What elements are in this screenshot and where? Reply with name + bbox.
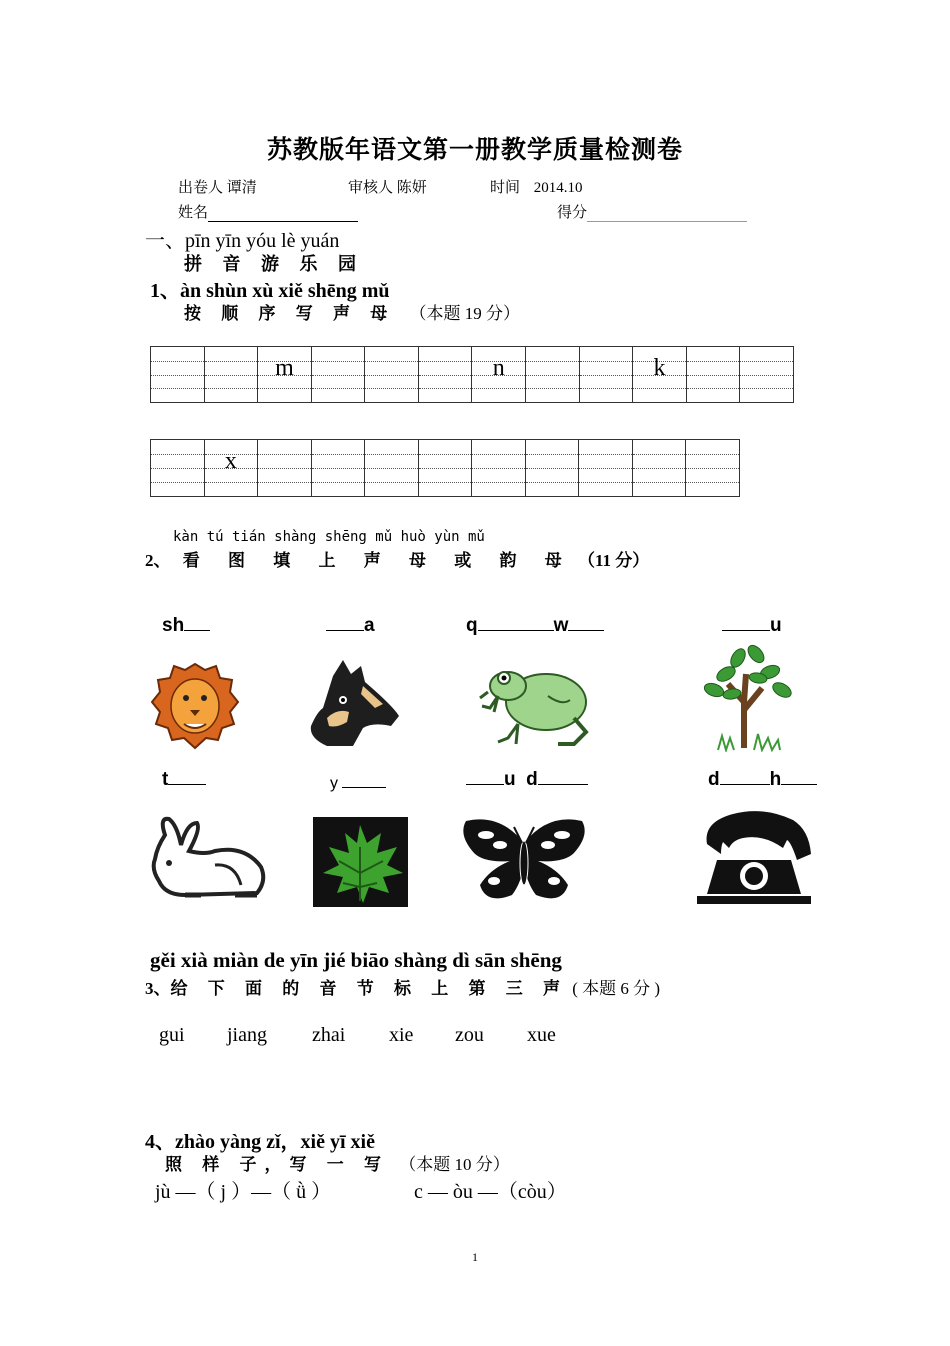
guide-line: [740, 375, 793, 376]
q3-points: ( 本题 6 分 ): [572, 979, 661, 998]
q4-subheading: [165, 1150, 510, 1175]
guide-line: [258, 468, 311, 469]
fill-frog-blank2[interactable]: [568, 614, 604, 631]
guide-line: [205, 375, 258, 376]
time-line: [490, 176, 583, 197]
fill-butterfly-mid: u d: [504, 769, 538, 790]
frog-picture: [478, 656, 593, 751]
q4-pinyin: zhào yàng zǐ，xiě yī xiě: [175, 1131, 375, 1153]
fill-lion[interactable]: [162, 614, 210, 637]
grid-row2-letter: x: [224, 448, 237, 474]
fill-frog-mid: w: [553, 615, 569, 636]
guide-line: [258, 454, 311, 455]
grid-row1-cell[interactable]: [633, 347, 687, 402]
fill-telephone-blank2[interactable]: [781, 768, 817, 785]
grid-row1-cell[interactable]: [526, 347, 580, 402]
score-label: 得分: [557, 205, 588, 221]
guide-line: [526, 482, 579, 483]
grid-row2-cell[interactable]: [419, 440, 473, 496]
q2-number: 2、: [145, 551, 171, 570]
grid-row1-letter: n: [492, 355, 505, 381]
section1-hanzi: 拼 音 游 乐 园: [184, 254, 364, 274]
time-value: 2014.10: [533, 180, 583, 196]
syllable-6[interactable]: xue: [527, 1024, 556, 1046]
fill-rabbit-pre: t: [162, 769, 169, 790]
time-label: 时间: [490, 180, 521, 196]
syllable-3[interactable]: zhai: [312, 1024, 346, 1046]
guide-line: [472, 388, 525, 389]
fill-telephone-pre: d: [708, 769, 720, 790]
guide-line: [633, 482, 686, 483]
score-field[interactable]: [557, 201, 747, 222]
guide-line: [580, 388, 633, 389]
syllable-1[interactable]: gui: [159, 1024, 185, 1046]
section1-pinyin: pīn yīn yóu lè yuán: [185, 230, 340, 252]
writing-grid-row1[interactable]: [150, 346, 794, 403]
author-line: [178, 176, 257, 197]
guide-line: [740, 361, 793, 362]
q4-example1: jù —（ j ）—（ ǜ ）: [155, 1181, 332, 1203]
guide-line: [258, 388, 311, 389]
grid-row2-cell[interactable]: [633, 440, 687, 496]
guide-line: [151, 454, 204, 455]
guide-line: [580, 361, 633, 362]
guide-line: [633, 468, 686, 469]
q4-number: 4、: [145, 1131, 175, 1153]
q1-number: 1、: [150, 280, 180, 302]
rabbit-picture: [145, 815, 270, 905]
guide-line: [312, 375, 365, 376]
guide-line: [419, 375, 472, 376]
guide-line: [472, 482, 525, 483]
guide-line: [365, 375, 418, 376]
guide-line: [633, 388, 686, 389]
fill-lion-pre: sh: [162, 615, 185, 636]
tree-picture: [698, 640, 798, 752]
section1-heading: [145, 224, 339, 253]
guide-line: [365, 361, 418, 362]
guide-line: [472, 468, 525, 469]
fill-frog-pre: q: [466, 615, 478, 636]
grid-row2-cell[interactable]: [686, 440, 739, 496]
q1-pinyin: àn shùn xù xiě shēng mǔ: [180, 280, 390, 302]
fill-tree[interactable]: [722, 614, 782, 637]
guide-line: [579, 482, 632, 483]
guide-line: [687, 388, 740, 389]
fill-leaf-blank[interactable]: [342, 771, 386, 788]
guide-line: [686, 482, 739, 483]
guide-line: [633, 454, 686, 455]
guide-line: [312, 482, 365, 483]
page-title: 苏教版年语文第一册教学质量检测卷: [266, 137, 683, 164]
grid-row2-cell[interactable]: [205, 440, 259, 496]
q3-pinyin: gěi xià miàn de yīn jié biāo shàng dì sān shēng: [150, 948, 562, 972]
guide-line: [365, 388, 418, 389]
guide-line: [419, 361, 472, 362]
grid-row1-letter: k: [653, 355, 666, 381]
guide-line: [419, 468, 472, 469]
guide-line: [151, 375, 204, 376]
grid-row1-cell[interactable]: [205, 347, 259, 402]
grid-row1-cell[interactable]: [419, 347, 473, 402]
q3-heading: [145, 974, 660, 999]
guide-line: [686, 468, 739, 469]
fill-leaf-pre: y: [330, 775, 338, 792]
q3-syllables: [159, 1024, 556, 1047]
lion-picture: [150, 660, 240, 750]
guide-line: [205, 388, 258, 389]
grid-row1-cell[interactable]: [258, 347, 312, 402]
reviewer-label: 审核人: [348, 180, 394, 196]
fill-butterfly-blank2[interactable]: [538, 768, 588, 785]
syllable-4[interactable]: xie: [389, 1024, 414, 1046]
guide-line: [419, 482, 472, 483]
reviewer-name: 陈妍: [396, 180, 427, 196]
guide-line: [526, 454, 579, 455]
fill-tree-blank[interactable]: [722, 614, 770, 631]
guide-line: [312, 361, 365, 362]
grid-row2-cell[interactable]: [312, 440, 366, 496]
guide-line: [151, 361, 204, 362]
guide-line: [526, 388, 579, 389]
guide-line: [687, 375, 740, 376]
fill-leaf[interactable]: [330, 771, 386, 793]
guide-line: [312, 454, 365, 455]
grid-row1-cell[interactable]: [740, 347, 793, 402]
fill-telephone-blank1[interactable]: [720, 768, 770, 785]
q1-hanzi: 按 顺 序 写 声 母: [184, 304, 396, 323]
guide-line: [580, 375, 633, 376]
guide-line: [365, 468, 418, 469]
author-label: 出卷人: [178, 180, 224, 196]
fill-horse[interactable]: [326, 614, 375, 637]
q1-subheading: [184, 299, 520, 324]
guide-line: [419, 454, 472, 455]
q2-pinyin: kàn tú tián shàng shēng mǔ huò yùn mǔ: [173, 529, 485, 545]
grid-row2-cell[interactable]: [365, 440, 419, 496]
guide-line: [686, 454, 739, 455]
page-number: 1: [472, 1250, 478, 1264]
guide-line: [151, 482, 204, 483]
guide-line: [526, 375, 579, 376]
q1-points: （本题 19 分）: [409, 304, 520, 323]
grid-row1-cell[interactable]: [365, 347, 419, 402]
guide-line: [205, 482, 258, 483]
leaf-picture: [313, 817, 408, 907]
butterfly-picture: [460, 815, 588, 905]
fill-telephone-mid: h: [769, 769, 782, 790]
fill-butterfly[interactable]: [466, 768, 588, 791]
fill-rabbit-blank[interactable]: [168, 768, 206, 785]
guide-line: [526, 361, 579, 362]
fill-horse-blank[interactable]: [326, 614, 364, 631]
q2-points: （11 分）: [578, 551, 650, 570]
section1-prefix: 一、: [145, 230, 185, 252]
syllable-5[interactable]: zou: [455, 1024, 484, 1046]
guide-line: [205, 361, 258, 362]
guide-line: [365, 482, 418, 483]
grid-row1-cell[interactable]: [151, 347, 205, 402]
guide-line: [312, 388, 365, 389]
guide-line: [365, 454, 418, 455]
fill-tree-post: u: [770, 615, 782, 636]
guide-line: [151, 388, 204, 389]
name-field[interactable]: [178, 201, 358, 222]
fill-horse-post: a: [364, 615, 375, 636]
guide-line: [687, 361, 740, 362]
grid-row1-cell[interactable]: [472, 347, 526, 402]
grid-row2-cell[interactable]: [579, 440, 633, 496]
guide-line: [312, 468, 365, 469]
guide-line: [151, 468, 204, 469]
fill-lion-blank[interactable]: [184, 614, 210, 631]
q4-points: （本题 10 分）: [399, 1155, 510, 1174]
grid-row1-cell[interactable]: [580, 347, 634, 402]
q2-hanzi: 看 图 填 上 声 母 或 韵 母: [182, 551, 574, 570]
name-label: 姓名: [178, 205, 209, 221]
guide-line: [472, 454, 525, 455]
guide-line: [740, 388, 793, 389]
q2-heading: [145, 546, 649, 571]
fill-rabbit[interactable]: [162, 768, 206, 791]
horse-picture: [303, 656, 403, 751]
guide-line: [579, 454, 632, 455]
syllable-2[interactable]: jiang: [227, 1024, 267, 1046]
grid-row1-letter: m: [275, 355, 294, 381]
author-name: 谭清: [226, 180, 257, 196]
guide-line: [526, 468, 579, 469]
guide-line: [419, 388, 472, 389]
guide-line: [579, 468, 632, 469]
reviewer-line: [348, 176, 427, 197]
q3-number: 3、: [145, 979, 171, 998]
fill-frog-blank1[interactable]: [478, 614, 554, 631]
score-blank[interactable]: [587, 205, 747, 222]
name-blank[interactable]: [208, 205, 358, 222]
grid-row1-cell[interactable]: [312, 347, 366, 402]
fill-frog[interactable]: [466, 614, 604, 637]
grid-row2-cell[interactable]: [526, 440, 580, 496]
writing-grid-row2[interactable]: [150, 439, 740, 497]
q3-hanzi: 给 下 面 的 音 节 标 上 第 三 声: [170, 979, 568, 998]
grid-row2-cell[interactable]: [258, 440, 312, 496]
grid-row2-cell[interactable]: [151, 440, 205, 496]
fill-butterfly-blank1[interactable]: [466, 768, 504, 785]
fill-telephone[interactable]: [708, 768, 817, 791]
q4-example2: c — òu —（còu）: [414, 1181, 567, 1203]
guide-line: [258, 482, 311, 483]
grid-row2-cell[interactable]: [472, 440, 526, 496]
q4-hanzi: 照 样 子，写 一 写: [165, 1155, 389, 1174]
grid-row1-cell[interactable]: [687, 347, 741, 402]
telephone-picture: [693, 808, 815, 906]
